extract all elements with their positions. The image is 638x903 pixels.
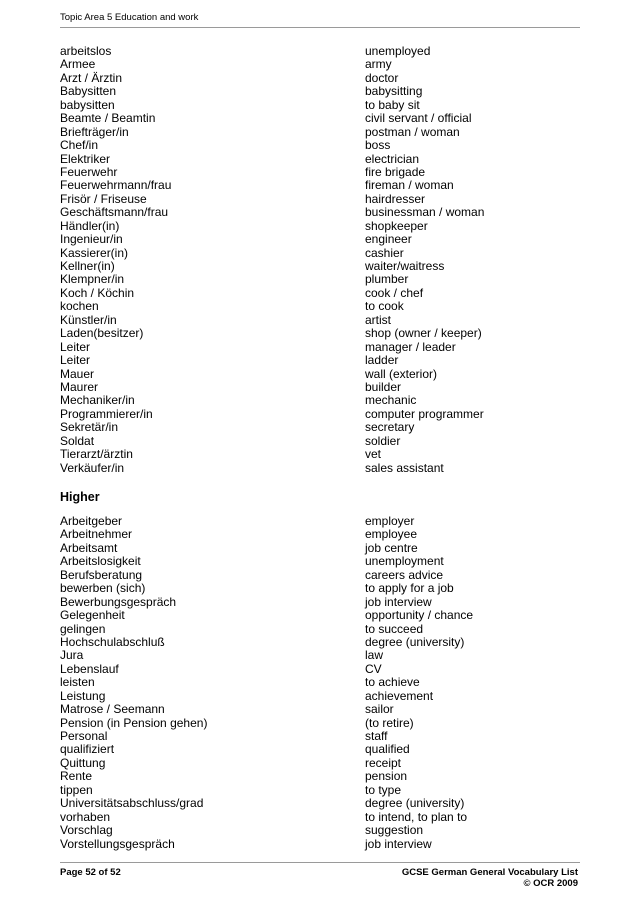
footer-divider — [60, 862, 580, 863]
german-term: Soldat — [60, 433, 95, 448]
german-term: Hochschulabschluß — [60, 634, 165, 649]
vocab-row — [60, 515, 580, 528]
german-term: Armee — [60, 57, 96, 72]
english-translation: achievement — [365, 688, 434, 703]
vocab-row — [60, 260, 580, 273]
english-translation: engineer — [365, 232, 412, 247]
german-term: Arzt / Ärztin — [60, 70, 123, 85]
vocab-row — [60, 45, 580, 58]
vocab-row — [60, 623, 580, 636]
vocab-row — [60, 609, 580, 622]
english-translation: qualified — [365, 742, 410, 757]
english-translation: doctor — [365, 70, 399, 85]
vocab-row — [60, 421, 580, 434]
english-translation: ladder — [365, 353, 399, 368]
german-term: Koch / Köchin — [60, 285, 135, 300]
english-translation: degree (university) — [365, 796, 465, 811]
english-translation: mechanic — [365, 393, 417, 408]
english-translation: staff — [365, 729, 388, 743]
vocab-row — [60, 435, 580, 448]
vocab-row — [60, 233, 580, 246]
english-translation: wall (exterior) — [365, 366, 438, 381]
vocab-row — [60, 542, 580, 555]
vocab-row — [60, 555, 580, 568]
section-title-higher: Higher — [60, 490, 100, 504]
vocab-row — [60, 179, 580, 192]
english-translation: computer programmer — [365, 406, 484, 421]
german-term: Programmierer/in — [60, 406, 153, 421]
vocab-row — [60, 193, 580, 206]
vocab-row — [60, 408, 580, 421]
german-term: Kassierer(in) — [60, 245, 129, 260]
vocab-row — [60, 757, 580, 770]
vocab-row — [60, 327, 580, 340]
english-translation: careers advice — [365, 567, 444, 582]
vocab-row — [60, 166, 580, 179]
german-term: babysitten — [60, 97, 115, 112]
vocab-row — [60, 838, 580, 851]
vocab-row — [60, 153, 580, 166]
vocab-row — [60, 582, 580, 595]
vocab-row — [60, 220, 580, 233]
vocab-row — [60, 797, 580, 810]
vocab-row — [60, 730, 580, 743]
page-number: Page 52 of 52 — [60, 867, 121, 878]
vocab-row — [60, 717, 580, 730]
vocab-row — [60, 368, 580, 381]
german-term: Vorstellungsgespräch — [60, 836, 175, 851]
german-term: Elektriker — [60, 151, 111, 166]
vocab-row — [60, 636, 580, 649]
english-translation: cashier — [365, 245, 404, 260]
english-translation: vet — [365, 447, 382, 462]
english-translation: fireman / woman — [365, 178, 454, 193]
vocab-row — [60, 354, 580, 367]
english-translation: shop (owner / keeper) — [365, 326, 482, 341]
vocab-row — [60, 528, 580, 541]
vocab-row — [60, 649, 580, 662]
english-translation: opportunity / chance — [365, 608, 474, 623]
german-term: Briefträger/in — [60, 124, 129, 139]
vocab-list-higher — [60, 515, 580, 851]
german-term: Klempner/in — [60, 272, 125, 287]
english-translation: sailor — [365, 702, 394, 717]
english-translation: secretary — [365, 420, 415, 435]
english-translation: businessman / woman — [365, 205, 485, 220]
german-term: qualifiziert — [60, 742, 115, 757]
german-term: Künstler/in — [60, 312, 117, 327]
english-translation: to cook — [365, 299, 404, 314]
vocab-row — [60, 99, 580, 112]
english-translation: CV — [365, 661, 382, 676]
german-term: Laden(besitzer) — [60, 326, 144, 341]
vocab-row — [60, 314, 580, 327]
english-translation: babysitting — [365, 84, 423, 99]
german-term: Tierarzt/ärztin — [60, 447, 133, 462]
english-translation: job interview — [365, 594, 432, 609]
german-term: Arbeitgeber — [60, 514, 123, 528]
english-translation: civil servant / official — [365, 111, 472, 126]
german-term: Verkäufer/in — [60, 460, 125, 475]
german-term: Quittung — [60, 755, 106, 770]
vocab-row — [60, 341, 580, 354]
german-term: Arbeitsamt — [60, 540, 118, 555]
vocab-row — [60, 72, 580, 85]
vocab-row — [60, 462, 580, 475]
english-translation: degree (university) — [365, 634, 465, 649]
vocab-row — [60, 85, 580, 98]
german-term: Händler(in) — [60, 218, 120, 233]
english-translation: unemployed — [365, 44, 431, 58]
english-translation: to achieve — [365, 675, 420, 690]
english-translation: to succeed — [365, 621, 424, 636]
german-term: Babysitten — [60, 84, 117, 99]
vocab-row — [60, 300, 580, 313]
english-translation: plumber — [365, 272, 409, 287]
footer-info — [402, 867, 578, 889]
german-term: Mauer — [60, 366, 95, 381]
german-term: Jura — [60, 648, 84, 663]
german-term: Pension (in Pension gehen) — [60, 715, 208, 730]
german-term: Chef/in — [60, 138, 99, 153]
english-translation: waiter/waitress — [365, 259, 445, 273]
german-term: Arbeitslosigkeit — [60, 554, 141, 569]
english-translation: soldier — [365, 433, 401, 448]
english-translation: (to retire) — [365, 715, 414, 730]
german-term: Maurer — [60, 379, 99, 394]
english-translation: law — [365, 648, 384, 663]
german-term: Rente — [60, 769, 93, 784]
english-translation: to apply for a job — [365, 581, 454, 596]
english-translation: builder — [365, 379, 402, 394]
english-translation: boss — [365, 138, 391, 153]
german-term: Personal — [60, 729, 108, 743]
english-translation: to baby sit — [365, 97, 420, 112]
german-term: Leistung — [60, 688, 106, 703]
german-term: Kellner(in) — [60, 259, 115, 273]
vocab-row — [60, 663, 580, 676]
vocab-row — [60, 112, 580, 125]
german-term: gelingen — [60, 621, 106, 636]
page-header: Topic Area 5 Education and work — [60, 12, 199, 23]
english-translation: receipt — [365, 755, 402, 770]
vocab-row — [60, 569, 580, 582]
vocab-row — [60, 770, 580, 783]
german-term: Matrose / Seemann — [60, 702, 165, 717]
vocab-row — [60, 784, 580, 797]
english-translation: electrician — [365, 151, 420, 166]
vocab-row — [60, 126, 580, 139]
vocab-row — [60, 703, 580, 716]
german-term: tippen — [60, 782, 93, 797]
vocab-list-foundation — [60, 45, 580, 475]
vocab-row — [60, 811, 580, 824]
german-term: bewerben (sich) — [60, 581, 146, 596]
german-term: Ingenieur/in — [60, 232, 123, 247]
german-term: Leiter — [60, 339, 91, 354]
english-translation: postman / woman — [365, 124, 460, 139]
german-term: Feuerwehrmann/frau — [60, 178, 172, 193]
vocab-row — [60, 394, 580, 407]
english-translation: cook / chef — [365, 285, 424, 300]
english-translation: army — [365, 57, 392, 72]
german-term: kochen — [60, 299, 99, 314]
document-title: GCSE German General Vocabulary List — [401, 867, 578, 878]
english-translation: employee — [365, 527, 418, 542]
german-term: Mechaniker/in — [60, 393, 135, 408]
vocab-row — [60, 247, 580, 260]
header-divider — [60, 27, 580, 28]
english-translation: fire brigade — [365, 164, 426, 179]
english-translation: to intend, to plan to — [365, 809, 468, 824]
vocab-row — [60, 273, 580, 286]
german-term: Lebenslauf — [60, 661, 119, 676]
german-term: Frisör / Friseuse — [60, 191, 147, 206]
english-translation: job interview — [365, 836, 432, 851]
english-translation: sales assistant — [365, 460, 444, 475]
vocab-row — [60, 139, 580, 152]
german-term: Feuerwehr — [60, 164, 118, 179]
english-translation: artist — [365, 312, 392, 327]
vocab-row — [60, 824, 580, 837]
english-translation: hairdresser — [365, 191, 426, 206]
german-term: Arbeitnehmer — [60, 527, 133, 542]
german-term: Vorschlag — [60, 823, 113, 838]
english-translation: to type — [365, 782, 402, 797]
german-term: Sekretär/in — [60, 420, 119, 435]
english-translation: pension — [365, 769, 408, 784]
english-translation: unemployment — [365, 554, 444, 569]
vocab-row — [60, 287, 580, 300]
copyright: © OCR 2009 — [523, 878, 578, 889]
vocab-row — [60, 690, 580, 703]
vocab-row — [60, 743, 580, 756]
vocab-row — [60, 206, 580, 219]
english-translation: suggestion — [365, 823, 424, 838]
german-term: Beamte / Beamtin — [60, 111, 156, 126]
vocab-row — [60, 676, 580, 689]
vocab-row — [60, 381, 580, 394]
english-translation: shopkeeper — [365, 218, 428, 233]
vocab-row — [60, 448, 580, 461]
english-translation: employer — [365, 514, 415, 528]
german-term: vorhaben — [60, 809, 111, 824]
english-translation: manager / leader — [365, 339, 456, 354]
german-term: Bewerbungsgespräch — [60, 594, 177, 609]
english-translation: job centre — [365, 540, 418, 555]
german-term: Gelegenheit — [60, 608, 125, 623]
german-term: leisten — [60, 675, 95, 690]
german-term: Universitätsabschluss/grad — [60, 796, 204, 811]
german-term: Geschäftsmann/frau — [60, 205, 169, 220]
vocab-row — [60, 596, 580, 609]
german-term: arbeitslos — [60, 44, 112, 58]
vocab-row — [60, 58, 580, 71]
german-term: Leiter — [60, 353, 91, 368]
german-term: Berufsberatung — [60, 567, 143, 582]
